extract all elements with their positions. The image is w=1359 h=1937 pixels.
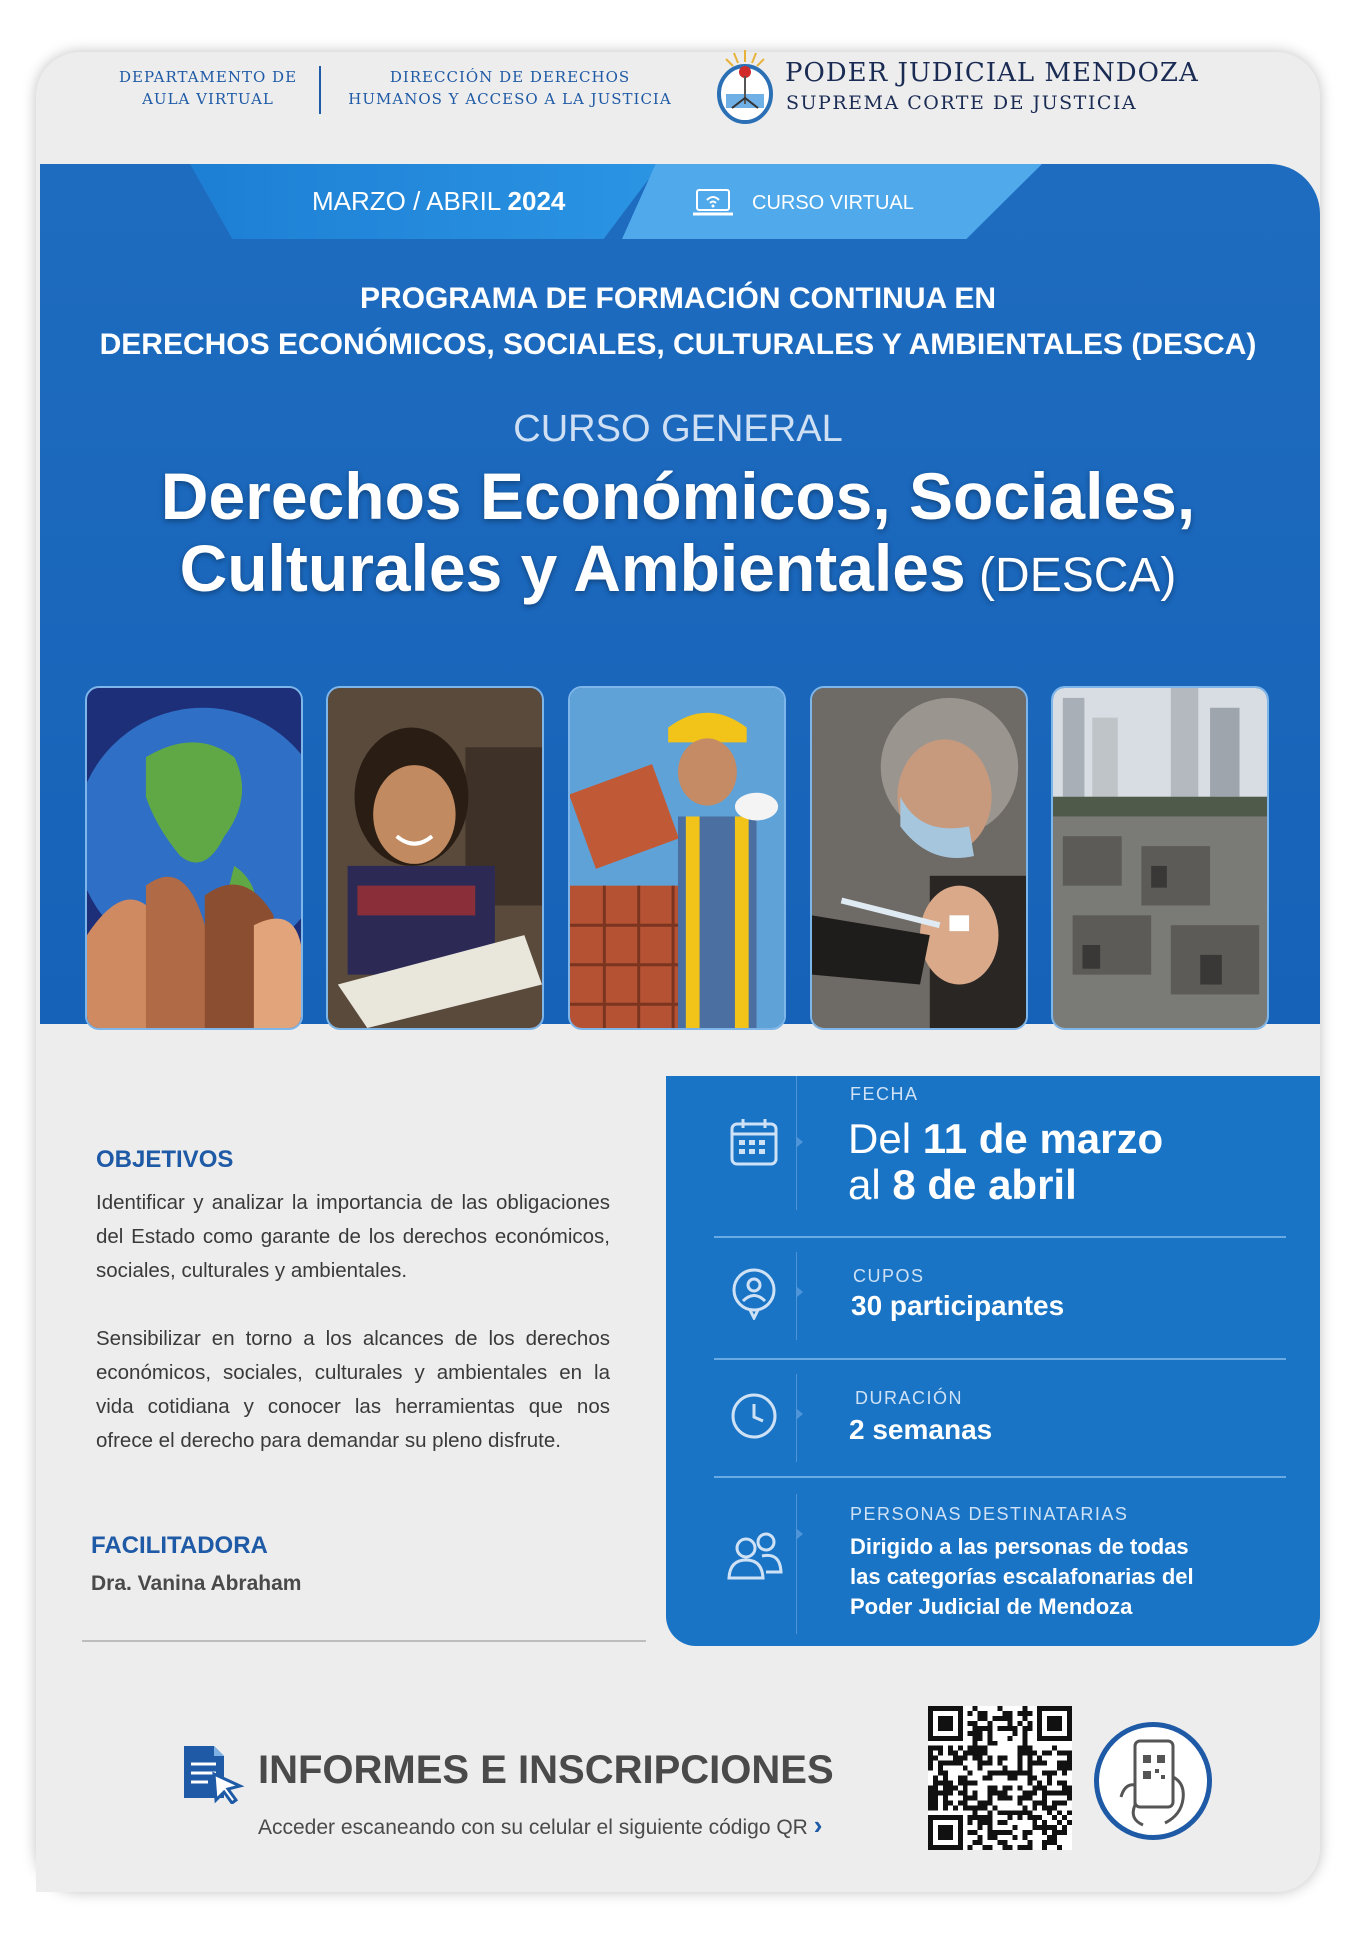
course-title-main: Culturales y Ambientales bbox=[179, 531, 966, 605]
course-period bbox=[312, 186, 565, 217]
fecha-label: FECHA bbox=[850, 1084, 919, 1104]
objetivo-2: Sensibilizar en torno a los alcances de los derechos económicos, sociales, culturales y ambientales en la vida cotidiana y conocer las herramientas que nos ofrece el derecho para demandar su pleno disfrute. bbox=[96, 1327, 610, 1452]
clock-icon bbox=[728, 1390, 780, 1442]
course-title-line-1: Derechos Económicos, Sociales, bbox=[160, 459, 1196, 533]
destinatarias-label: PERSONAS DESTINATARIAS bbox=[850, 1504, 1129, 1524]
program-line-1: PROGRAMA DE FORMACIÓN CONTINUA EN bbox=[359, 282, 997, 315]
period-year: 2024 bbox=[507, 186, 566, 216]
form-click-icon bbox=[180, 1742, 246, 1804]
poder-judicial-title: PODER JUDICIAL MENDOZA bbox=[785, 58, 1199, 88]
suprema-corte-subtitle: SUPREMA CORTE DE JUSTICIA bbox=[786, 92, 1138, 114]
modality-label: CURSO VIRTUAL bbox=[752, 192, 914, 214]
fecha-del: Del bbox=[848, 1115, 923, 1162]
destinatarias-value bbox=[850, 1532, 1194, 1622]
dest-line-2: las categorías escalafonarias del bbox=[850, 1564, 1194, 1589]
phone-scan-badge bbox=[1094, 1722, 1212, 1840]
info-separator-1 bbox=[714, 1236, 1286, 1238]
qr-code[interactable] bbox=[928, 1706, 1072, 1850]
mendoza-seal-icon bbox=[714, 46, 776, 126]
course-kind: CURSO GENERAL bbox=[513, 408, 843, 450]
construction-worker-photo bbox=[568, 686, 786, 1030]
elderly-vaccine-photo bbox=[810, 686, 1028, 1030]
dir-line-2: HUMANOS Y ACCESO A LA JUSTICIA bbox=[348, 90, 672, 108]
calendar-icon bbox=[728, 1116, 780, 1168]
left-divider bbox=[82, 1640, 646, 1642]
informes-heading: INFORMES E INSCRIPCIONES bbox=[258, 1748, 834, 1792]
cupos-pointer-icon bbox=[797, 1287, 803, 1297]
header-divider bbox=[319, 66, 321, 114]
dir-line-1: DIRECCIÓN DE DERECHOS bbox=[389, 68, 631, 86]
fecha-pointer-icon bbox=[797, 1137, 803, 1147]
hands-globe-photo bbox=[85, 686, 303, 1030]
dest-line-1: Dirigido a las personas de todas bbox=[850, 1534, 1189, 1559]
facilitadora-heading: FACILITADORA bbox=[91, 1532, 268, 1559]
dir-derechos-humanos bbox=[340, 66, 680, 110]
info-separator-2 bbox=[714, 1358, 1286, 1360]
phone-scan-icon bbox=[1099, 1727, 1207, 1835]
fecha-value bbox=[848, 1116, 1163, 1208]
informes-instructions: Acceder escaneando con su celular el siguiente código QR bbox=[258, 1816, 808, 1839]
cupos-value: 30 participantes bbox=[851, 1290, 1065, 1321]
fecha-start: 11 de marzo bbox=[922, 1115, 1164, 1162]
person-location-icon bbox=[728, 1268, 780, 1320]
dept-line-2: AULA VIRTUAL bbox=[142, 90, 274, 108]
child-school-photo bbox=[326, 686, 544, 1030]
fecha-end: 8 de abril bbox=[892, 1161, 1077, 1208]
objetivos-heading: OBJETIVOS bbox=[96, 1146, 234, 1173]
dest-line-3: Poder Judicial de Mendoza bbox=[850, 1594, 1133, 1619]
informal-settlement-photo bbox=[1051, 686, 1269, 1030]
course-title-line-2 bbox=[36, 532, 1320, 612]
dept-aula-virtual bbox=[98, 66, 318, 110]
course-title bbox=[36, 460, 1320, 612]
laptop-wifi-icon bbox=[692, 188, 734, 218]
chevron-right-icon: › bbox=[813, 1810, 823, 1840]
info-separator-3 bbox=[714, 1476, 1286, 1478]
duracion-label: DURACIÓN bbox=[855, 1388, 964, 1408]
fecha-al: al bbox=[848, 1161, 893, 1208]
objetivo-1: Identificar y analizar la importancia de las obligaciones del Estado como garante de los derechos económicos, sociales, culturales y ambientales. bbox=[96, 1191, 610, 1282]
period-months: MARZO / ABRIL bbox=[312, 186, 508, 216]
course-title-acronym: (DESCA) bbox=[965, 549, 1177, 602]
people-icon bbox=[726, 1530, 784, 1582]
dest-pointer-icon bbox=[797, 1529, 803, 1539]
program-line-2: DERECHOS ECONÓMICOS, SOCIALES, CULTURALES Y AMBIENTALES (DESCA) bbox=[99, 328, 1257, 361]
program-heading bbox=[36, 276, 1320, 368]
informes-text bbox=[258, 1810, 822, 1841]
facilitadora-name: Dra. Vanina Abraham bbox=[91, 1572, 302, 1595]
duracion-pointer-icon bbox=[797, 1409, 803, 1419]
cupos-label: CUPOS bbox=[853, 1266, 925, 1286]
dept-line-1: DEPARTAMENTO DE bbox=[118, 68, 298, 86]
duracion-value: 2 semanas bbox=[849, 1414, 993, 1445]
dest-divider bbox=[796, 1494, 797, 1634]
